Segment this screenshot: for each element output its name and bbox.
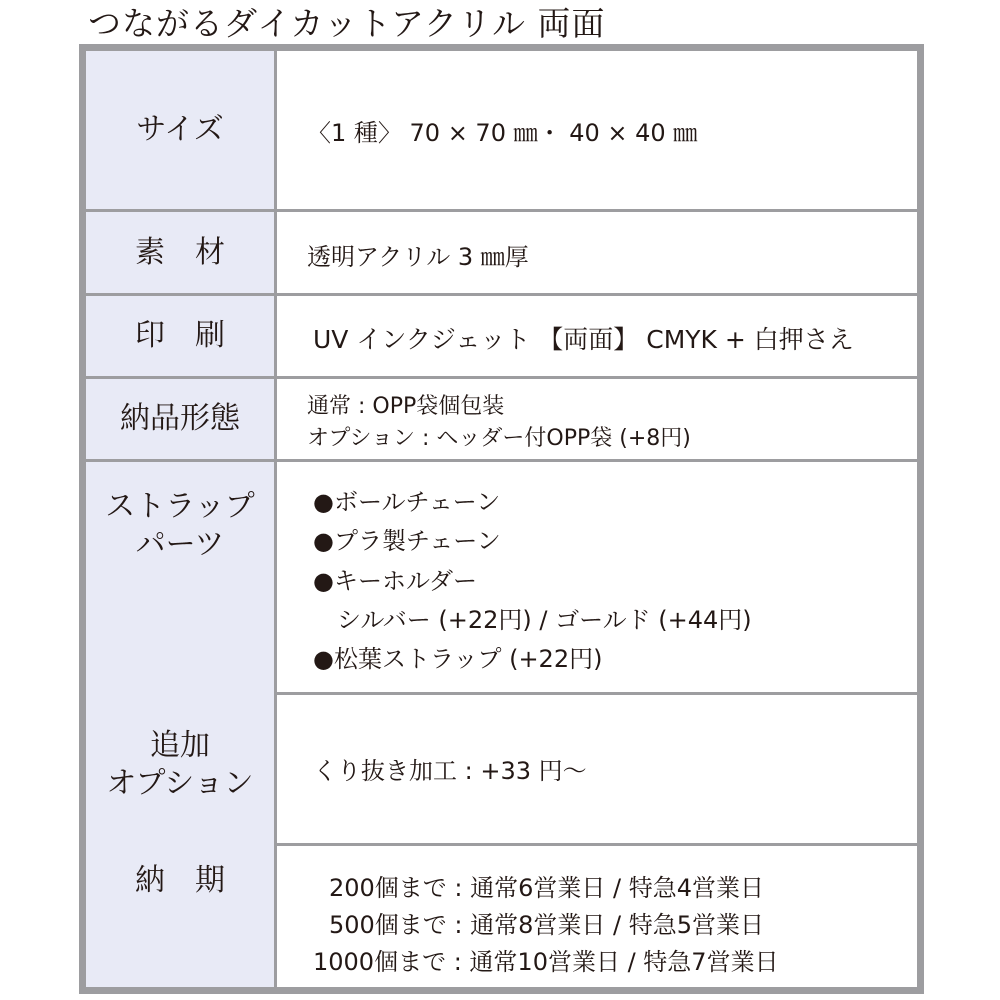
lead-time-line: 1000個まで : 通常10営業日 / 特急7営業日 xyxy=(313,948,779,976)
strap-list-item: ●キーホルダー xyxy=(313,567,477,595)
lead-time-line: 500個まで : 通常8営業日 / 特急5営業日 xyxy=(329,911,765,939)
row-label-material: 素 材 xyxy=(86,212,277,293)
strap-list-item: ●松葉ストラップ (+22円) xyxy=(313,645,603,673)
strap-list-item: ●ボールチェーン xyxy=(313,488,501,516)
row-value-material xyxy=(277,212,917,293)
lead-time-line: 200個まで : 通常6営業日 / 特急4営業日 xyxy=(329,874,765,902)
row-value-strap-parts xyxy=(277,462,917,692)
table-row-delivery-form xyxy=(86,379,917,462)
row-label-printing: 印 刷 xyxy=(86,296,277,376)
printing-line: UV インクジェット 【両面】 CMYK + 白押さえ xyxy=(313,325,854,354)
table-row-size xyxy=(86,51,917,212)
page-title: つながるダイカットアクリル 両面 xyxy=(88,4,606,43)
row-value-additional-options xyxy=(277,695,917,843)
row-label-strap-parts: ストラップ パーツ xyxy=(86,462,277,695)
delivery-form-line-2: オプション : ヘッダー付OPP袋 (+8円) xyxy=(307,426,691,451)
table-row-printing xyxy=(86,296,917,379)
table-row-material xyxy=(86,212,917,296)
row-value-size xyxy=(277,51,917,209)
row-value-printing xyxy=(277,296,917,376)
table-row-lead-time xyxy=(86,846,917,987)
strap-list-item: ●プラ製チェーン xyxy=(313,527,501,555)
table-row-strap-parts xyxy=(86,462,917,695)
row-label-size: サイズ xyxy=(86,51,277,209)
additional-options-line: くり抜き加工 : +33 円〜 xyxy=(313,757,587,785)
table-row-additional-options xyxy=(86,695,917,846)
row-label-delivery-form: 納品形態 xyxy=(86,379,277,459)
row-label-lead-time: 納 期 xyxy=(86,846,277,987)
row-value-delivery-form xyxy=(277,379,917,459)
row-label-additional-options: 追加 オプション xyxy=(86,695,277,846)
size-line: 〈1 種〉 70 × 70 ㎜・ 40 × 40 ㎜ xyxy=(307,119,698,147)
strap-list-subitem: シルバー (+22円) / ゴールド (+44円) xyxy=(313,606,752,634)
delivery-form-line-1: 通常 : OPP袋個包装 xyxy=(307,394,505,419)
row-value-lead-time xyxy=(277,846,917,987)
spec-table xyxy=(79,44,924,994)
material-line: 透明アクリル 3 ㎜厚 xyxy=(307,243,529,271)
